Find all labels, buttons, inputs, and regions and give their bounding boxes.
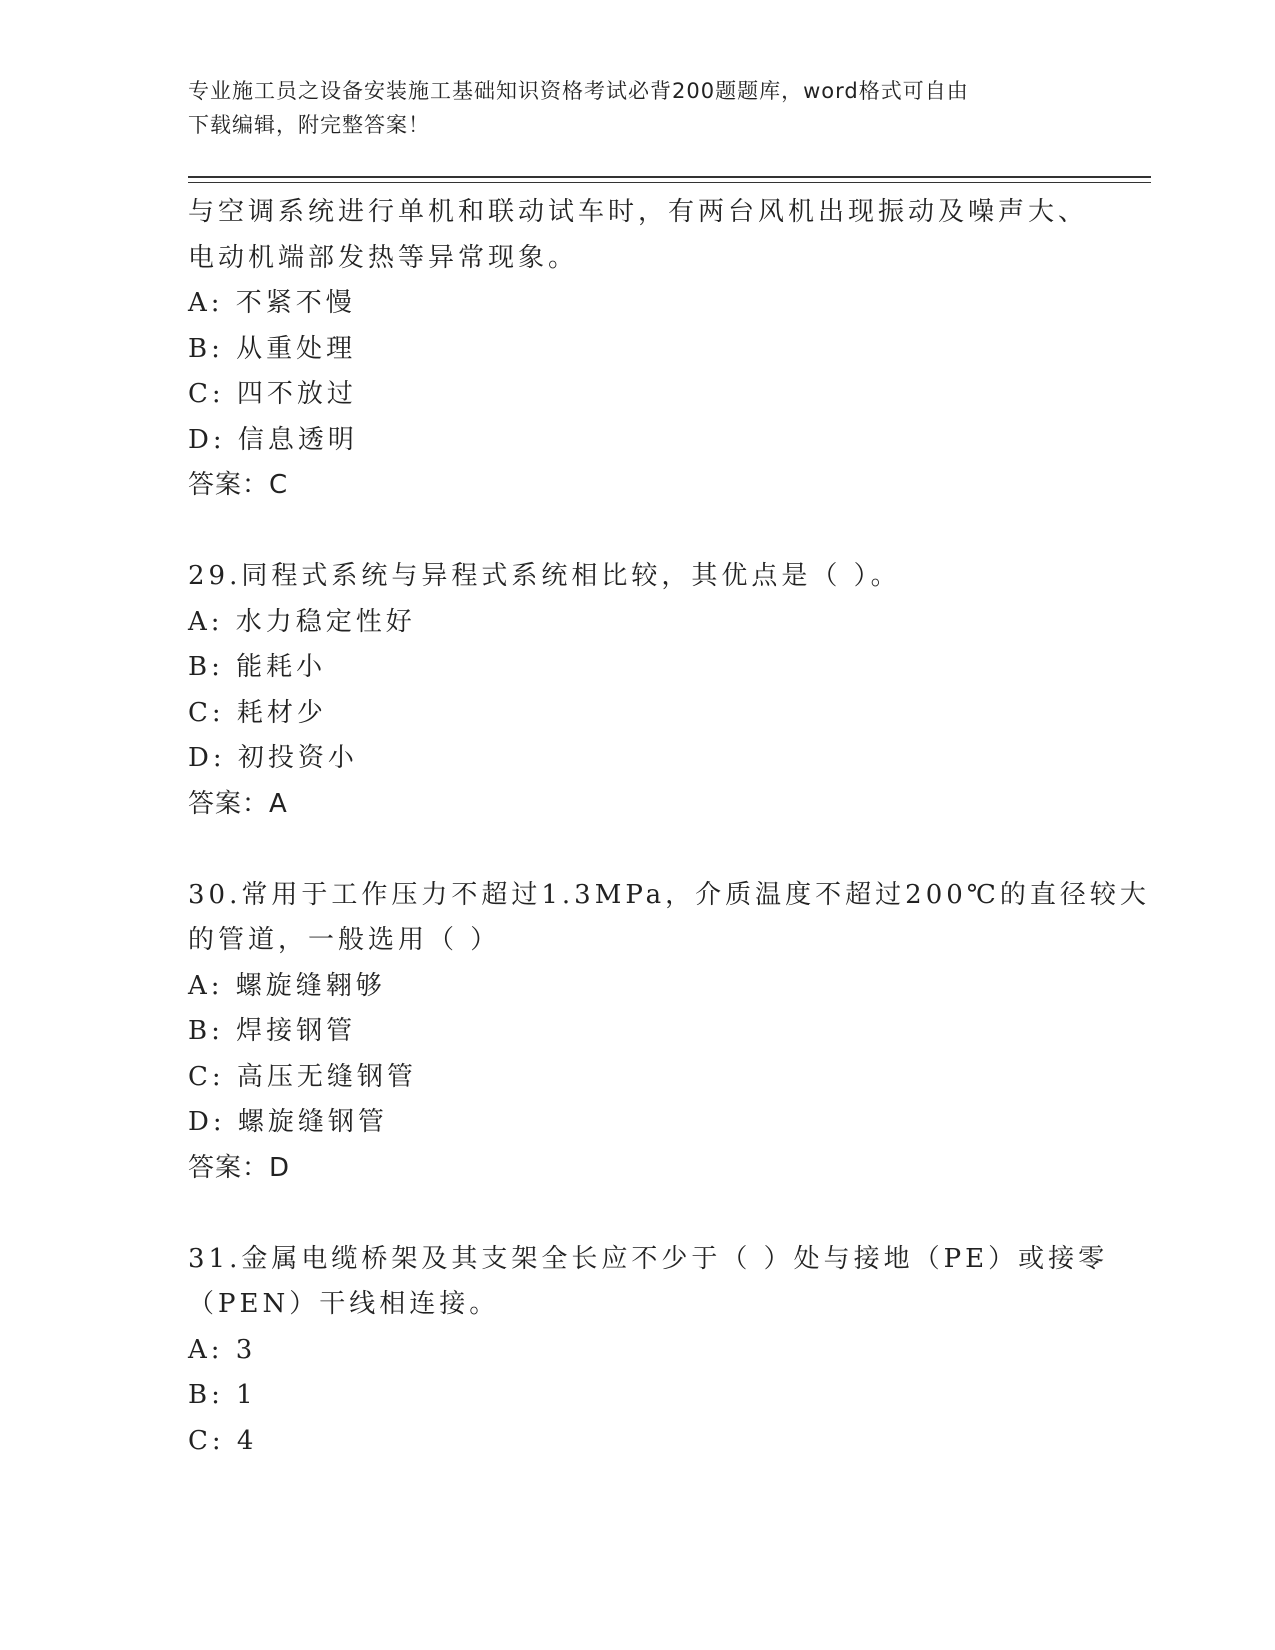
question-stem-line: 的管道，一般选用（ ） bbox=[188, 925, 501, 955]
spacer bbox=[188, 827, 1088, 873]
option-c: C: 耗材少 bbox=[188, 697, 327, 728]
document-header bbox=[188, 74, 1068, 142]
question-stem-line: 与空调系统进行单机和联动试车时，有两台风机出现振动及噪声大、 bbox=[188, 197, 1089, 227]
question-31-block bbox=[188, 1237, 1109, 1465]
question-28-block bbox=[188, 190, 1088, 509]
option-c: C: 四不放过 bbox=[188, 379, 357, 409]
option-c: C: 4 bbox=[188, 1425, 258, 1456]
question-stem-line: 31.金属电缆桥架及其支架全长应不少于（ ）处与接地（PE）或接零 bbox=[188, 1243, 1109, 1274]
option-a: A: 螺旋缝翱够 bbox=[188, 970, 386, 1001]
option-a: A: 水力稳定性好 bbox=[188, 606, 416, 637]
option-a: A: 3 bbox=[188, 1334, 257, 1365]
option-a: A: 不紧不慢 bbox=[188, 288, 356, 318]
question-stem-line: 电动机端部发热等异常现象。 bbox=[188, 242, 579, 273]
question-30-block bbox=[188, 873, 1150, 1192]
header-divider-thick bbox=[188, 176, 1151, 178]
option-d: D: 信息透明 bbox=[188, 424, 358, 455]
header-line-1: 专业施工员之设备安装施工基础知识资格考试必背200题题库，word格式可自由 bbox=[188, 79, 969, 103]
option-c: C: 高压无缝钢管 bbox=[188, 1061, 417, 1092]
header-line-2: 下载编辑，附完整答案！ bbox=[188, 113, 430, 137]
spacer bbox=[188, 509, 1088, 555]
option-d: D: 螺旋缝钢管 bbox=[188, 1107, 388, 1137]
question-stem-line: 30.常用于工作压力不超过1.3MPa，介质温度不超过200℃的直径较大 bbox=[188, 879, 1150, 910]
question-list bbox=[188, 190, 1150, 1464]
option-b: B: 焊接钢管 bbox=[188, 1016, 357, 1046]
spacer bbox=[188, 1191, 1088, 1237]
question-29-block bbox=[188, 554, 1088, 827]
option-b: B: 能耗小 bbox=[188, 652, 327, 682]
answer-line: 答案：D bbox=[188, 1152, 291, 1183]
question-stem-line: 29.同程式系统与异程式系统相比较，其优点是（ ）。 bbox=[188, 561, 901, 591]
answer-line: 答案：A bbox=[188, 788, 288, 819]
header-divider-thin bbox=[188, 182, 1151, 183]
option-b: B: 1 bbox=[188, 1380, 257, 1410]
option-b: B: 从重处理 bbox=[188, 333, 357, 364]
option-d: D: 初投资小 bbox=[188, 743, 358, 773]
answer-line: 答案：C bbox=[188, 470, 289, 500]
question-stem-line: （PEN）干线相连接。 bbox=[188, 1289, 500, 1319]
